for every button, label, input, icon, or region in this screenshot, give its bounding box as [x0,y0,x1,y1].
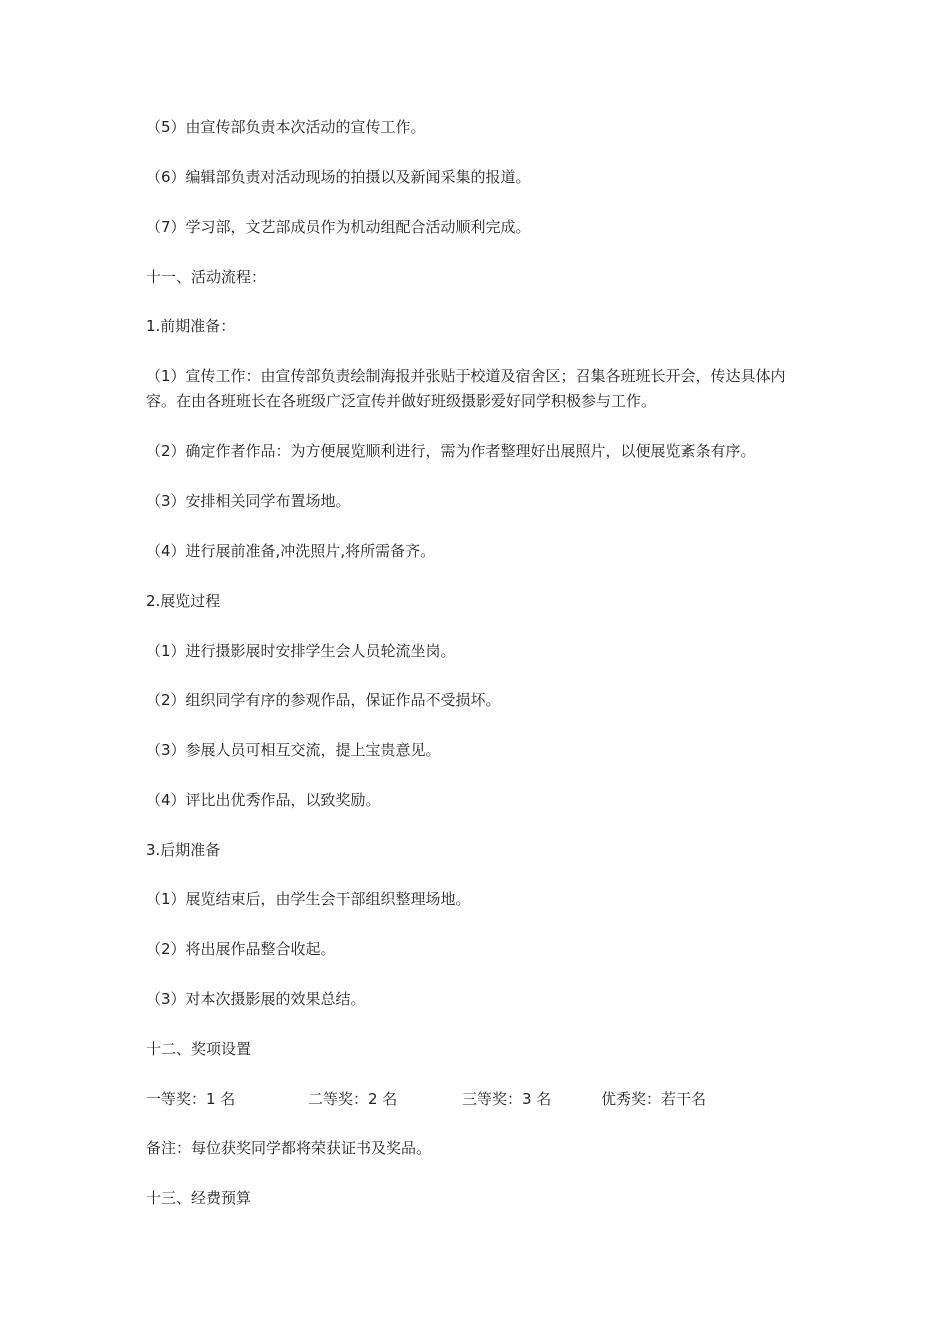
paragraph-post-2: （2）将出展作品整合收起。 [146,940,336,958]
award-third: 三等奖：3 名 [462,1090,552,1108]
paragraph-5-publicity: （5）由宣传部负责本次活动的宣传工作。 [146,118,426,136]
paragraph-prep-3: （3）安排相关同学布置场地。 [146,492,351,510]
subheading-preparation: 1.前期准备： [146,317,236,335]
subheading-exhibition: 2.展览过程 [146,592,221,610]
paragraph-exhibit-3: （3）参展人员可相互交流，提上宝贵意见。 [146,741,441,759]
award-second: 二等奖：2 名 [308,1090,398,1108]
paragraph-post-1: （1）展览结束后，由学生会干部组织整理场地。 [146,890,471,908]
awards-note: 备注：每位获奖同学都将荣获证书及奖品。 [146,1139,432,1157]
paragraph-exhibit-1: （1）进行摄影展时安排学生会人员轮流坐岗。 [146,642,456,660]
paragraph-prep-2: （2）确定作者作品：为方便展览顺利进行，需为作者整理好出展照片，以便展览紊条有序。 [146,442,756,460]
paragraph-exhibit-4: （4）评比出优秀作品，以致奖励。 [146,791,381,809]
paragraph-prep-1: （1）宣传工作：由宣传部负责绘制海报并张贴于校道及宿舍区；召集各班班长开会，传达具体内容。在由各班班长在各班级广泛宣传并做好班级摄影爱好同学积极参与工作。 [146,367,786,410]
award-first: 一等奖：1 名 [146,1090,236,1108]
paragraph-post-3: （3）对本次摄影展的效果总结。 [146,990,366,1008]
section-13-heading: 十三、经费预算 [146,1189,252,1207]
paragraph-7-study-arts: （7）学习部，文艺部成员作为机动组配合活动顺利完成。 [146,218,531,236]
paragraph-exhibit-2: （2）组织同学有序的参观作品，保证作品不受损坏。 [146,691,501,709]
section-11-heading: 十一、活动流程： [146,268,267,286]
award-excellence: 优秀奖：若干名 [601,1090,707,1108]
subheading-post: 3.后期准备 [146,841,221,859]
paragraph-6-editorial: （6）编辑部负责对活动现场的拍摄以及新闻采集的报道。 [146,168,531,186]
section-12-heading: 十二、奖项设置 [146,1040,252,1058]
paragraph-prep-4: （4）进行展前准备,冲洗照片,将所需备齐。 [146,542,436,560]
awards-line [146,1087,810,1112]
